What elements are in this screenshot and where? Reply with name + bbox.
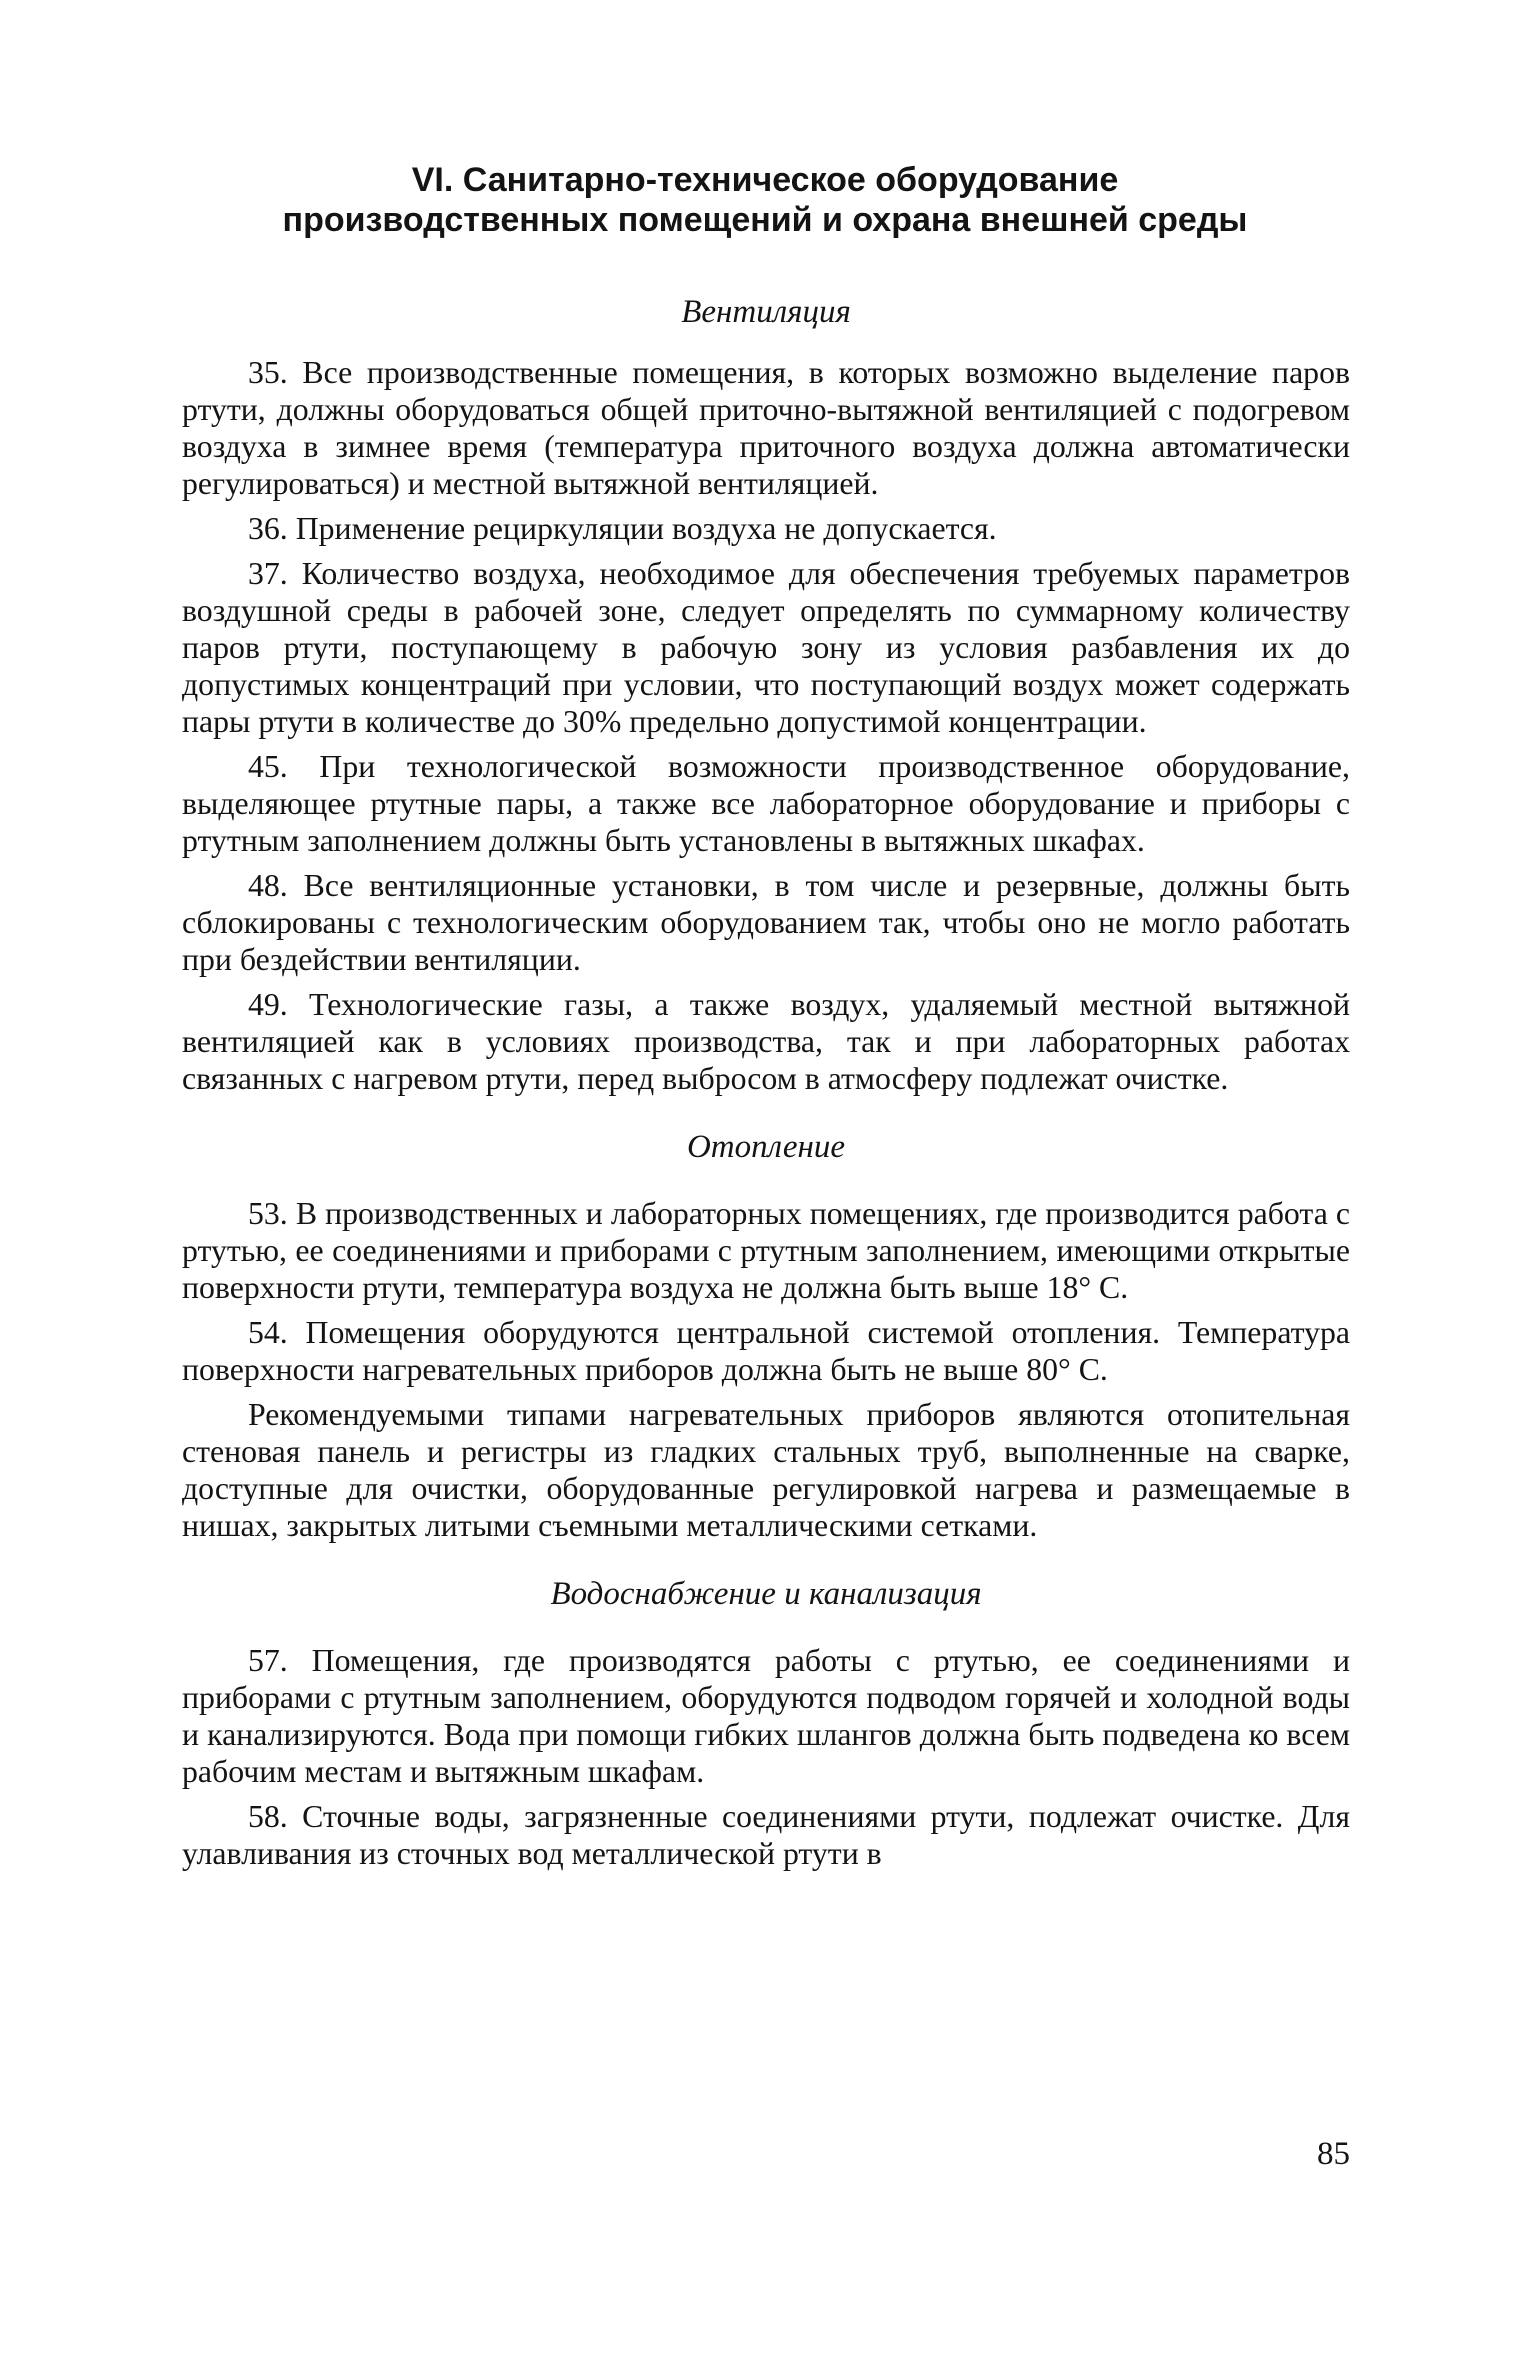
page-body	[182, 292, 1350, 1872]
subheading-heating: Отопление	[686, 1129, 846, 1165]
section-header	[180, 160, 1350, 240]
section-title-line-1: VI. Санитарно-техническое оборудование	[411, 161, 1119, 199]
section-title-line-2: производственных помещений и охрана внешней среды	[282, 201, 1248, 239]
paragraph-36: 36. Применение рециркуляции воздуха не допускается.	[248, 511, 997, 546]
subheading-water-supply: Водоснабжение и канализация	[550, 1576, 982, 1612]
paragraph-heating-recommendation: Рекомендуемыми типами нагревательных приборов являются отопительная стеновая панель и регистры из гладких стальных труб, выполненные на сварке, доступные для очистки, оборудованные регулировкой нагрева и размещаемые в нишах, закрытых литыми съемными металлическими сетками.	[182, 1397, 1350, 1543]
paragraph-54: 54. Помещения оборудуются центральной системой отопления. Температура поверхности нагревательных приборов должна быть не выше 80° С.	[182, 1315, 1350, 1387]
paragraph-35: 35. Все производственные помещения, в которых возможно выделение паров ртути, должны оборудоваться общей приточно-вытяжной вентиляцией с подогревом воздуха в зимнее время (температура приточного воздуха должна автоматически регулироваться) и местной вытяжной вентиляцией.	[182, 355, 1350, 501]
paragraph-53: 53. В производственных и лабораторных помещениях, где производится работа с ртутью, ее соединениями и приборами с ртутным заполнением, имеющими открытые поверхности ртути, температура воздуха не должна быть выше 18° С.	[182, 1196, 1350, 1305]
paragraph-45: 45. При технологической возможности производственное оборудование, выделяющее ртутные пары, а также все лабораторное оборудование и приборы с ртутным заполнением должны быть установлены в вытяжных шкафах.	[182, 749, 1350, 858]
paragraph-49: 49. Технологические газы, а также воздух, удаляемый местной вытяжной вентиляцией как в условиях производства, так и при лабораторных работах связанных с нагревом ртути, перед выбросом в атмосферу подлежат очистке.	[182, 987, 1350, 1096]
subheading-ventilation: Вентиляция	[681, 294, 851, 330]
paragraph-57: 57. Помещения, где производятся работы с ртутью, ее соединениями и приборами с ртутным заполнением, оборудуются подводом горячей и холодной воды и канализируются. Вода при помощи гибких шлангов должна быть подведена ко всем рабочим местам и вытяжным шкафам.	[182, 1643, 1350, 1789]
paragraph-58: 58. Сточные воды, загрязненные соединениями ртути, подлежат очистке. Для улавливания из сточных вод металлической ртути в	[182, 1799, 1350, 1871]
paragraph-48: 48. Все вентиляционные установки, в том числе и резервные, должны быть сблокированы с технологическим оборудованием так, чтобы оно не могло работать при бездействии вентиляции.	[182, 868, 1350, 977]
paragraph-37: 37. Количество воздуха, необходимое для обеспечения требуемых параметров воздушной среды в рабочей зоне, следует определять по суммарному количеству паров ртути, поступающему в рабочую зону из условия разбавления их до допустимых концентраций при условии, что поступающий воздух может содержать пары ртути в количестве до 30% предельно допустимой концентрации.	[182, 556, 1350, 739]
page-number: 85	[1317, 2136, 1350, 2172]
